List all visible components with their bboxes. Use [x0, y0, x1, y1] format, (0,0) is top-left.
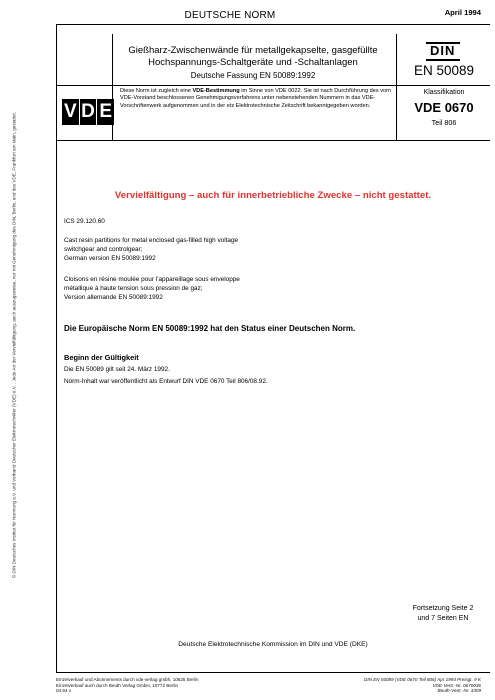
- document-title: [112, 45, 394, 69]
- right-column-divider: [396, 34, 397, 140]
- english-line-3: German version EN 50089:1992: [64, 254, 156, 262]
- vde-note: [120, 88, 395, 110]
- status-statement: Die Europäische Norm EN 50089:1992 hat den Status einer Deutschen Norm.: [64, 324, 356, 333]
- french-line-2: métallique à haute tension sous pression de gaz;: [64, 284, 203, 292]
- validity-text: [64, 366, 268, 387]
- footer-left-line-1: Einzelverkauf und Abonnements durch vde-verlag gmbh, 10625 Berlin: [56, 677, 199, 682]
- french-line-1: Cloisons en résine moulée pour l’appareillage sous enveloppe: [64, 276, 240, 283]
- left-border: [56, 24, 57, 672]
- continuation-note: [398, 604, 488, 624]
- english-line-1: Cast resin partitions for metal enclosed gas-filled high voltage: [64, 237, 239, 244]
- din-logo: DIN: [430, 43, 456, 58]
- validity-line-1: Die EN 50089 gilt seit 24. März 1992.: [64, 366, 170, 373]
- vde-logo-letter-v: V: [62, 99, 79, 125]
- part-number: Teil 806: [431, 118, 457, 127]
- french-title: [64, 276, 240, 302]
- vde-logo: [62, 99, 114, 125]
- footer-right-line-1: DIN EN 50089 (VDE 0670 Teil 806) Apr 1994 Preisgr. 9 K: [364, 677, 481, 682]
- validity-heading: Beginn der Gültigkeit: [64, 353, 139, 362]
- header-bottom-rule: [56, 140, 490, 141]
- vde-note-start: Diese Norm ist zugleich eine: [120, 88, 193, 94]
- en-number: EN 50089: [413, 63, 475, 78]
- copyright-sidebar: [2, 20, 26, 670]
- ics-code: ICS 29.120.60: [64, 218, 105, 225]
- english-line-2: switchgear and controlgear;: [64, 245, 143, 253]
- vde-classification: VDE 0670: [414, 100, 474, 115]
- continuation-line-1: Fortsetzung Seite 2: [412, 605, 474, 612]
- commission-line: Deutsche Elektrotechnische Kommission im DIN und VDE (DKE): [178, 641, 368, 648]
- footer-right-line-2: VDE-Vertr.-Nr. 0670036: [432, 682, 481, 688]
- title-bottom-rule: [56, 85, 490, 86]
- norm-header: DEUTSCHE NORM: [184, 10, 276, 21]
- title-line-2: Hochspannungs-Schaltgeräte und -Schaltanlagen: [148, 57, 358, 68]
- german-version: Deutsche Fassung EN 50089:1992: [190, 71, 316, 80]
- continuation-line-2: und 7 Seiten EN: [417, 615, 469, 622]
- title-line-1: Gießharz-Zwischenwände für metallgekapselte, gasgefüllte: [128, 45, 378, 56]
- footer-rule: [56, 672, 490, 673]
- classification-label: Klassifikation: [423, 89, 465, 96]
- din-logo-bottom-bar: [426, 59, 460, 61]
- vde-note-bold: VDE-Bestimmung: [192, 88, 240, 94]
- header-rule: [56, 24, 490, 25]
- footer-left-line-2: Einzelverkauf auch durch Beuth Verlag GmbH, 10772 Berlin: [56, 682, 179, 688]
- vde-logo-letter-d: D: [80, 99, 97, 125]
- vde-note-end: im Sinne von VDE 0022. Sie ist nach Durchführung des vom VDE-Vorstand beschlossenen Genehmigungsverfahrens unter nebenstehenden Nummern in das VDE-Vorschriftenwerk aufgenommen und in der etz Elektrotechnische Zeitschrift bekanntgegeben worden.: [120, 88, 391, 109]
- vde-logo-letter-e: E: [97, 99, 114, 125]
- footer-order-info: [364, 677, 481, 694]
- copyright-text: © DIN Deutsches Institut für Normung e.V. und Verband Deutscher Elektrotechniker (VDE) e.V. . Jede Art der Vervielfältigung, auch auszugsweise, nur mit Genehmigung des DIN, Berlin, und des VDE, Frankfurt am Main, gestattet.: [11, 111, 17, 579]
- reproduction-notice: Vervielfältigung – auch für innerbetriebliche Zwecke – nicht gestattet.: [114, 190, 432, 201]
- footer-right-line-3: Beuth-Vertr.-Nr. 3309: [437, 688, 481, 694]
- publication-date: April 1994: [444, 8, 481, 17]
- english-title: [64, 237, 238, 263]
- footer-sales-info: [56, 677, 199, 694]
- validity-line-2: Norm-Inhalt war veröffentlicht als Entwurf DIN VDE 0670 Teil 806/08.92.: [64, 377, 268, 385]
- french-line-3: Version allemande EN 50089:1992: [64, 293, 163, 301]
- footer-left-line-3: 04.94 v: [56, 688, 72, 694]
